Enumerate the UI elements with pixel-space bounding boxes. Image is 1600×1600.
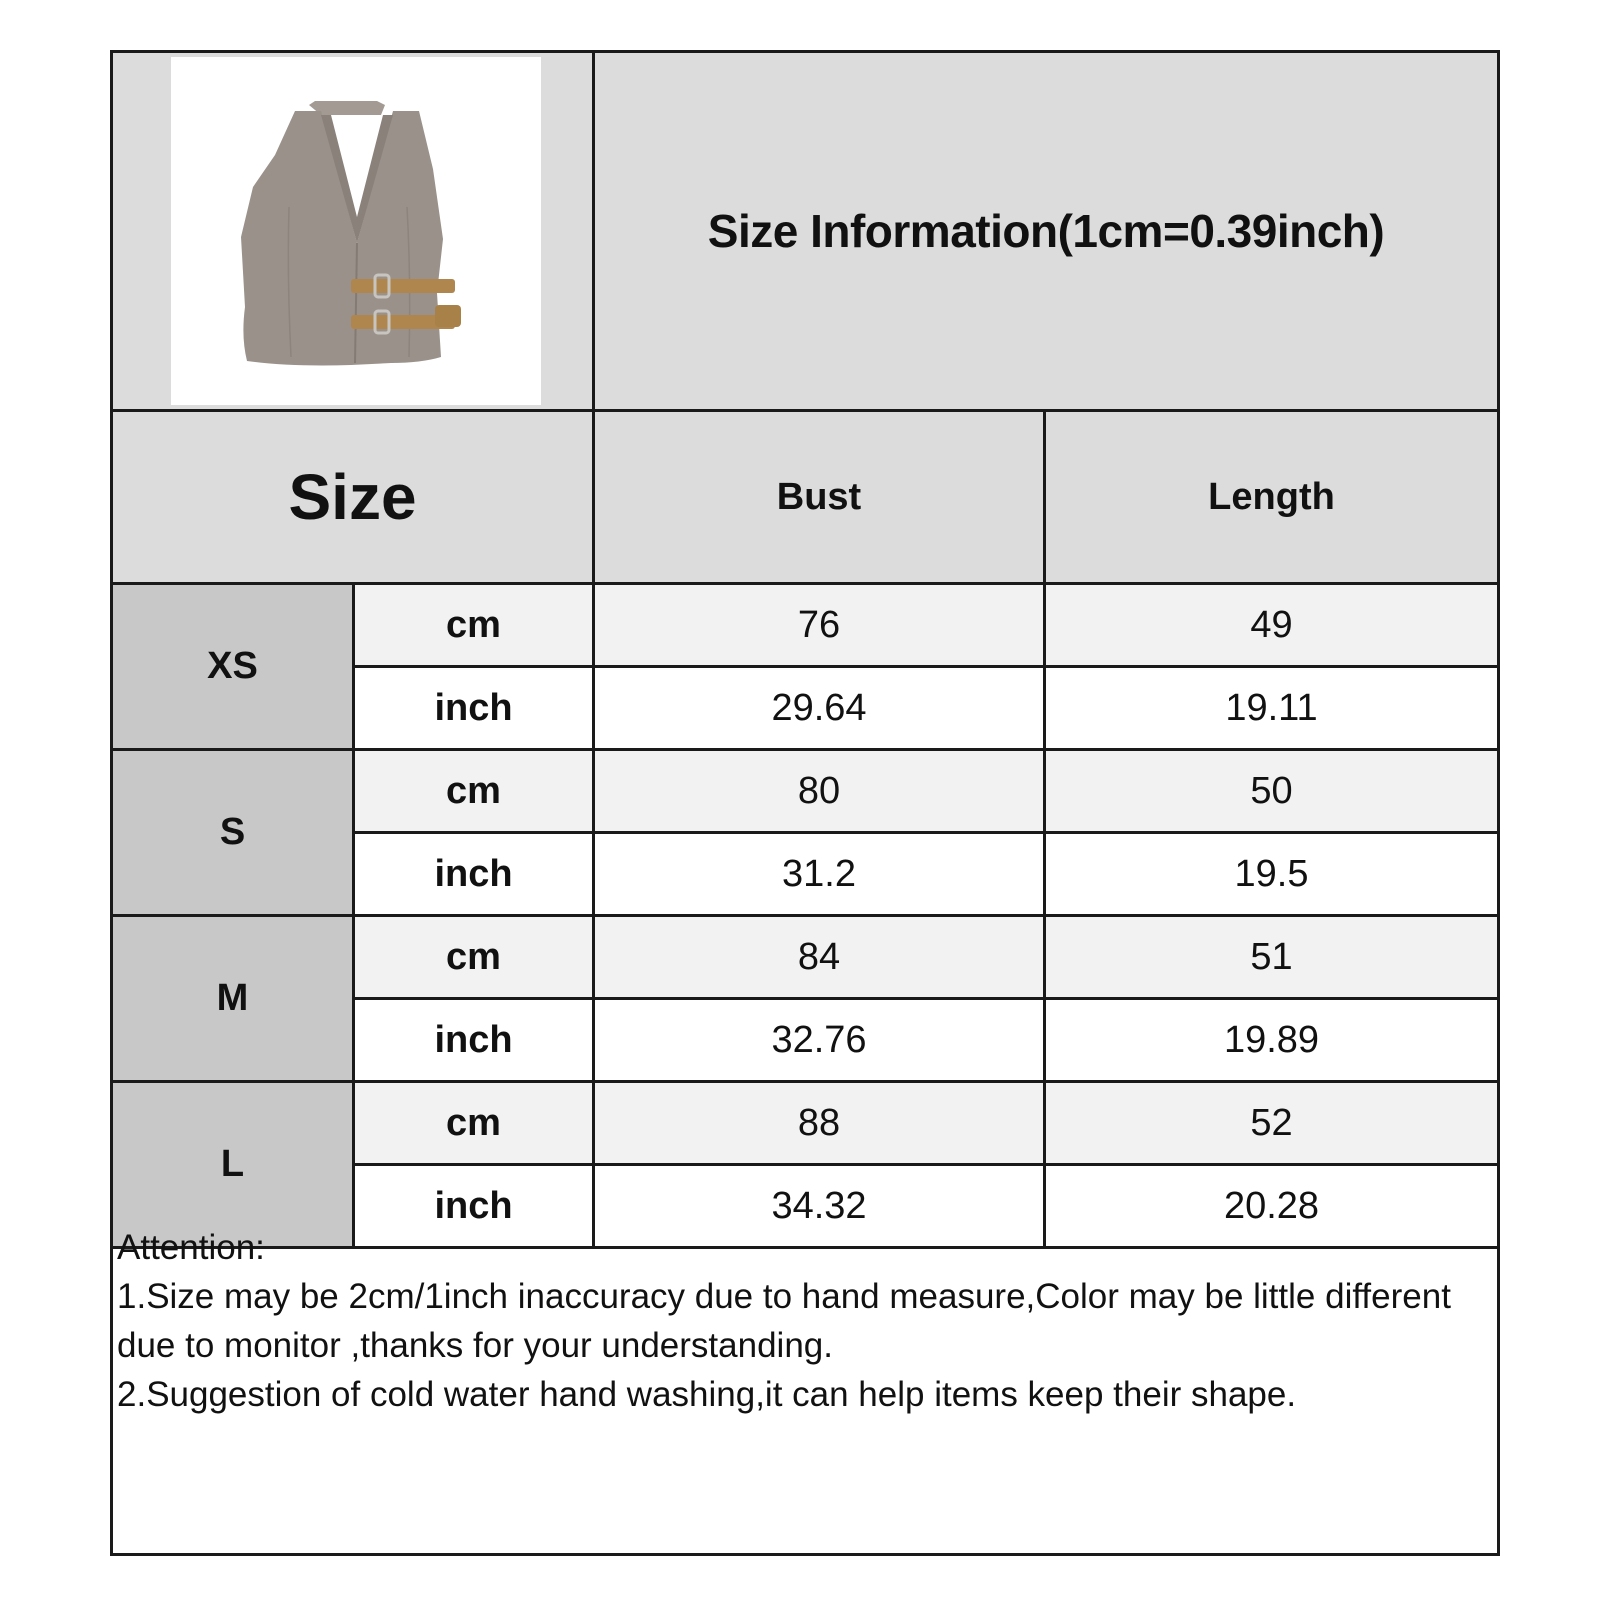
unit-cell: cm: [355, 917, 595, 997]
bust-cell: 32.76: [595, 1000, 1046, 1080]
size-table-body: [113, 585, 1497, 1249]
product-photo: [171, 57, 541, 405]
table-row: [355, 834, 1497, 917]
table-row: [355, 1000, 1497, 1083]
table-row: [355, 668, 1497, 751]
header-bust: Bust: [595, 412, 1046, 582]
attention-line-2: 2.Suggestion of cold water hand washing,it can help items keep their shape.: [117, 1375, 1297, 1414]
product-photo-cell: [113, 53, 595, 409]
unit-cell: inch: [355, 668, 595, 748]
attention-line-1: 1.Size may be 2cm/1inch inaccuracy due to hand measure,Color may be little different due to monitor ,thanks for your understanding.: [117, 1277, 1451, 1365]
halter-vest-image: [171, 57, 541, 405]
header-length: Length: [1208, 475, 1335, 518]
length-cell: 51: [1250, 935, 1293, 978]
unit-cell: inch: [355, 1166, 595, 1246]
attention-heading: Attention:: [117, 1228, 265, 1267]
table-row: [355, 585, 1497, 668]
bust-cell: 31.2: [595, 834, 1046, 914]
bust-cell: 88: [595, 1083, 1046, 1163]
size-group-xs: [113, 585, 1497, 751]
unit-cell: cm: [355, 585, 595, 665]
top-row: [113, 53, 1497, 412]
length-cell: 52: [1250, 1101, 1293, 1144]
header-row: [113, 412, 1497, 585]
table-row: [355, 751, 1497, 834]
length-cell: 50: [1250, 769, 1293, 812]
header-size: Size: [113, 412, 595, 582]
attention-notes: [117, 1223, 1487, 1419]
table-row: [355, 917, 1497, 1000]
unit-cell: inch: [355, 1000, 595, 1080]
size-label: L: [113, 1083, 355, 1249]
table-row: [355, 1083, 1497, 1166]
bust-cell: 80: [595, 751, 1046, 831]
unit-cell: cm: [355, 751, 595, 831]
length-cell: 20.28: [1223, 1184, 1320, 1227]
size-group-s: [113, 751, 1497, 917]
size-label: S: [113, 751, 355, 917]
length-cell: 19.5: [1234, 852, 1309, 895]
bust-cell: 34.32: [595, 1166, 1046, 1246]
length-cell: 19.89: [1223, 1018, 1320, 1061]
size-group-m: [113, 917, 1497, 1083]
size-label: M: [113, 917, 355, 1083]
unit-cell: inch: [355, 834, 595, 914]
length-cell: 19.11: [1225, 686, 1318, 729]
length-cell: 49: [1250, 603, 1293, 646]
size-info-title: Size Information(1cm=0.39inch): [707, 205, 1385, 257]
bust-cell: 84: [595, 917, 1046, 997]
size-label: XS: [113, 585, 355, 751]
size-chart-sheet: [110, 50, 1500, 1556]
bust-cell: 76: [595, 585, 1046, 665]
size-info-cell: [595, 53, 1497, 409]
bust-cell: 29.64: [595, 668, 1046, 748]
unit-cell: cm: [355, 1083, 595, 1163]
